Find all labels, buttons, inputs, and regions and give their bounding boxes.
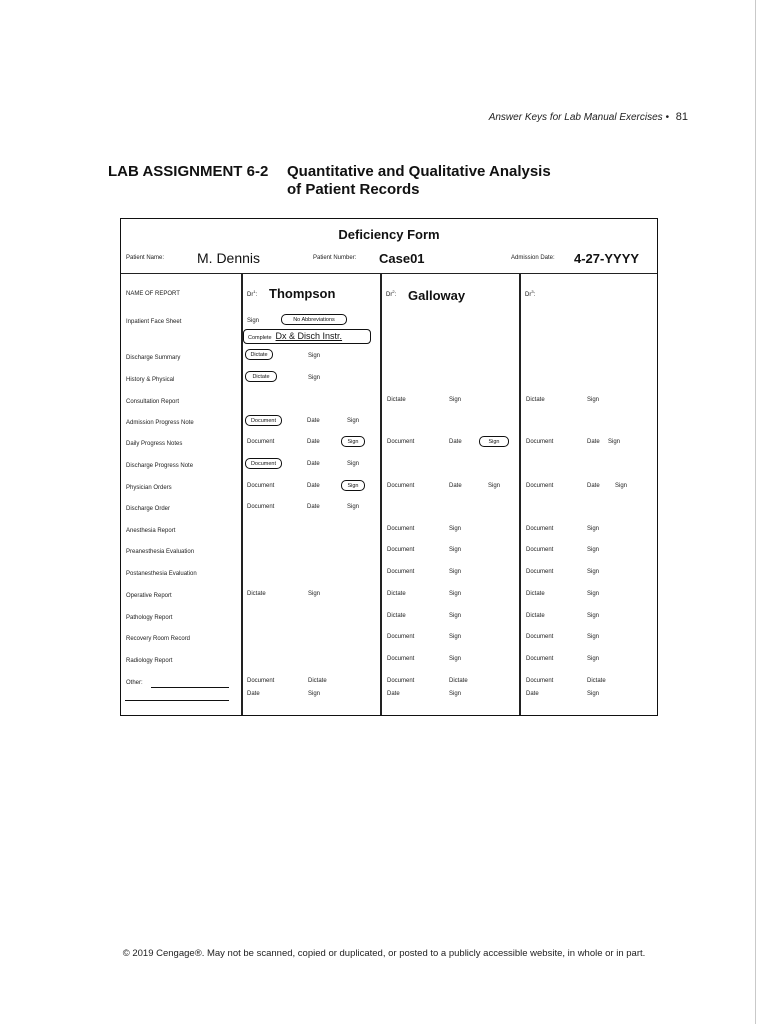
c2-anesthesia-document: Document [387, 526, 415, 532]
c1-discharge-order-date: Date [307, 504, 320, 510]
c2-preanesthesia-sign: Sign [449, 547, 462, 553]
c1-discharge-summary-sign: Sign [308, 353, 321, 359]
report-anesthesia: Anesthesia Report [126, 528, 176, 534]
dx-disch-instr: Dx & Disch Instr. [275, 331, 343, 341]
c3-recovery-document: Document [526, 634, 554, 640]
report-recovery-room-record: Recovery Room Record [126, 636, 191, 642]
c1-other-dictate: Dictate [308, 678, 327, 684]
c2-radiology-sign: Sign [449, 656, 462, 662]
page-edge [755, 0, 756, 1024]
doctor-1-label: Dr$^1$: [247, 289, 258, 298]
admission-date: 4-27-YYYY [574, 251, 640, 266]
c3-pathology-dictate: Dictate [526, 613, 545, 619]
c2-daily-notes-date: Date [449, 439, 462, 445]
c1-admission-note-document-circled: Document [245, 415, 282, 426]
report-physician-orders: Physician Orders [126, 485, 172, 491]
c3-orders-date: Date [587, 483, 600, 489]
c1-other-date: Date [247, 691, 260, 697]
report-history-physical: History & Physical [126, 377, 175, 383]
report-postanesthesia-evaluation: Postanesthesia Evaluation [126, 571, 197, 577]
column-divider-2 [380, 273, 382, 715]
c2-orders-document: Document [387, 483, 415, 489]
c2-other-document: Document [387, 678, 415, 684]
no-abbreviations-circled: No Abbreviations [281, 314, 347, 325]
c3-other-document: Document [526, 678, 554, 684]
c2-pathology-dictate: Dictate [387, 613, 406, 619]
c1-admission-note-date: Date [307, 418, 320, 424]
c3-daily-notes-sign: Sign [608, 439, 621, 445]
c1-discharge-note-sign: Sign [347, 461, 360, 467]
report-discharge-progress-note: Discharge Progress Note [126, 463, 194, 469]
copyright-notice: © 2019 Cengage®. May not be scanned, copied or duplicated, or posted to a publicly accessible website, in whole or in part. [122, 948, 646, 959]
c1-orders-date: Date [307, 483, 320, 489]
c2-daily-notes-sign-circled: Sign [479, 436, 509, 447]
doctor-1-name: Thompson [269, 286, 336, 301]
c1-admission-note-sign: Sign [347, 418, 360, 424]
c3-radiology-sign: Sign [587, 656, 600, 662]
c2-radiology-document: Document [387, 656, 415, 662]
c3-daily-notes-document: Document [526, 439, 554, 445]
report-preanesthesia-evaluation: Preanesthesia Evaluation [126, 549, 195, 555]
c2-operative-dictate: Dictate [387, 591, 406, 597]
c1-other-sign: Sign [308, 691, 321, 697]
c1-discharge-summary-dictate-circled: Dictate [245, 349, 273, 360]
c3-preanesthesia-document: Document [526, 547, 554, 553]
c3-preanesthesia-sign: Sign [587, 547, 600, 553]
header-divider [121, 273, 657, 274]
patient-number-label: Patient Number: [313, 255, 357, 261]
c1-hp-dictate-circled: Dictate [245, 371, 277, 382]
c1-orders-sign-circled: Sign [341, 480, 365, 491]
c2-other-sign: Sign [449, 691, 462, 697]
other-line-1 [151, 687, 229, 688]
c1-hp-sign: Sign [308, 375, 321, 381]
c3-daily-notes-date: Date [587, 439, 600, 445]
c2-recovery-document: Document [387, 634, 415, 640]
c3-operative-sign: Sign [587, 591, 600, 597]
deficiency-form [120, 218, 658, 716]
c3-recovery-sign: Sign [587, 634, 600, 640]
c3-anesthesia-sign: Sign [587, 526, 600, 532]
report-discharge-order: Discharge Order [126, 506, 171, 512]
c2-operative-sign: Sign [449, 591, 462, 597]
c2-orders-sign: Sign [488, 483, 501, 489]
c3-postanesthesia-sign: Sign [587, 569, 600, 575]
c3-radiology-document: Document [526, 656, 554, 662]
c3-other-sign: Sign [587, 691, 600, 697]
c1-daily-notes-date: Date [307, 439, 320, 445]
c1-orders-document: Document [247, 483, 275, 489]
assignment-title [287, 163, 551, 199]
column-divider-3 [519, 273, 521, 715]
c1-operative-dictate: Dictate [247, 591, 266, 597]
c1-discharge-note-document-circled: Document [245, 458, 282, 469]
c2-pathology-sign: Sign [449, 613, 462, 619]
c2-daily-notes-document: Document [387, 439, 415, 445]
c2-consultation-sign: Sign [449, 397, 462, 403]
running-header-bullet: • [665, 112, 669, 123]
c2-orders-date: Date [449, 483, 462, 489]
report-radiology: Radiology Report [126, 658, 173, 664]
c1-other-document: Document [247, 678, 275, 684]
c2-other-dictate: Dictate [449, 678, 468, 684]
report-other: Other: [126, 680, 143, 686]
c2-preanesthesia-document: Document [387, 547, 415, 553]
c2-recovery-sign: Sign [449, 634, 462, 640]
doctor-2-label: Dr$^2$: [386, 289, 397, 298]
report-operative: Operative Report [126, 593, 172, 599]
c2-postanesthesia-sign: Sign [449, 569, 462, 575]
c1-daily-notes-sign-circled: Sign [341, 436, 365, 447]
complete-label: Complete [248, 335, 272, 341]
c2-anesthesia-sign: Sign [449, 526, 462, 532]
patient-number: Case01 [379, 251, 425, 266]
c1-discharge-order-sign: Sign [347, 504, 360, 510]
c1-discharge-order-document: Document [247, 504, 275, 510]
c1-discharge-note-date: Date [307, 461, 320, 467]
assignment-label: LAB ASSIGNMENT 6-2 [108, 163, 269, 180]
c3-postanesthesia-document: Document [526, 569, 554, 575]
admission-date-label: Admission Date: [511, 255, 555, 261]
doctor-3-label: Dr$^3$: [525, 289, 536, 298]
c3-anesthesia-document: Document [526, 526, 554, 532]
patient-name: M. Dennis [197, 250, 261, 266]
page-number: 81 [675, 111, 688, 123]
c3-orders-sign: Sign [615, 483, 628, 489]
c3-operative-dictate: Dictate [526, 591, 545, 597]
face-sheet-sign: Sign [247, 318, 260, 324]
dx-disch-instr-circled [243, 329, 371, 344]
assignment-title-line1: Quantitative and Qualitative Analysis [287, 163, 551, 180]
c3-consultation-dictate: Dictate [526, 397, 545, 403]
c3-consultation-sign: Sign [587, 397, 600, 403]
c1-operative-sign: Sign [308, 591, 321, 597]
c3-other-date: Date [526, 691, 539, 697]
c3-pathology-sign: Sign [587, 613, 600, 619]
c3-other-dictate: Dictate [587, 678, 606, 684]
report-pathology: Pathology Report [126, 615, 173, 621]
report-header: NAME OF REPORT [126, 291, 180, 297]
patient-name-label: Patient Name: [126, 255, 165, 261]
report-consultation: Consultation Report [126, 399, 180, 405]
form-title: Deficiency Form [338, 227, 440, 242]
doctor-2-name: Galloway [408, 288, 466, 303]
running-header-text: Answer Keys for Lab Manual Exercises [488, 112, 663, 123]
report-daily-progress-notes: Daily Progress Notes [126, 441, 183, 447]
report-admission-progress-note: Admission Progress Note [126, 420, 194, 426]
c2-other-date: Date [387, 691, 400, 697]
report-inpatient-face-sheet: Inpatient Face Sheet [126, 319, 182, 325]
c2-postanesthesia-document: Document [387, 569, 415, 575]
c2-consultation-dictate: Dictate [387, 397, 406, 403]
assignment-title-line2: of Patient Records [287, 181, 420, 198]
report-discharge-summary: Discharge Summary [126, 355, 181, 361]
running-header [440, 111, 688, 123]
other-line-2 [125, 700, 229, 701]
c3-orders-document: Document [526, 483, 554, 489]
c1-daily-notes-document: Document [247, 439, 275, 445]
